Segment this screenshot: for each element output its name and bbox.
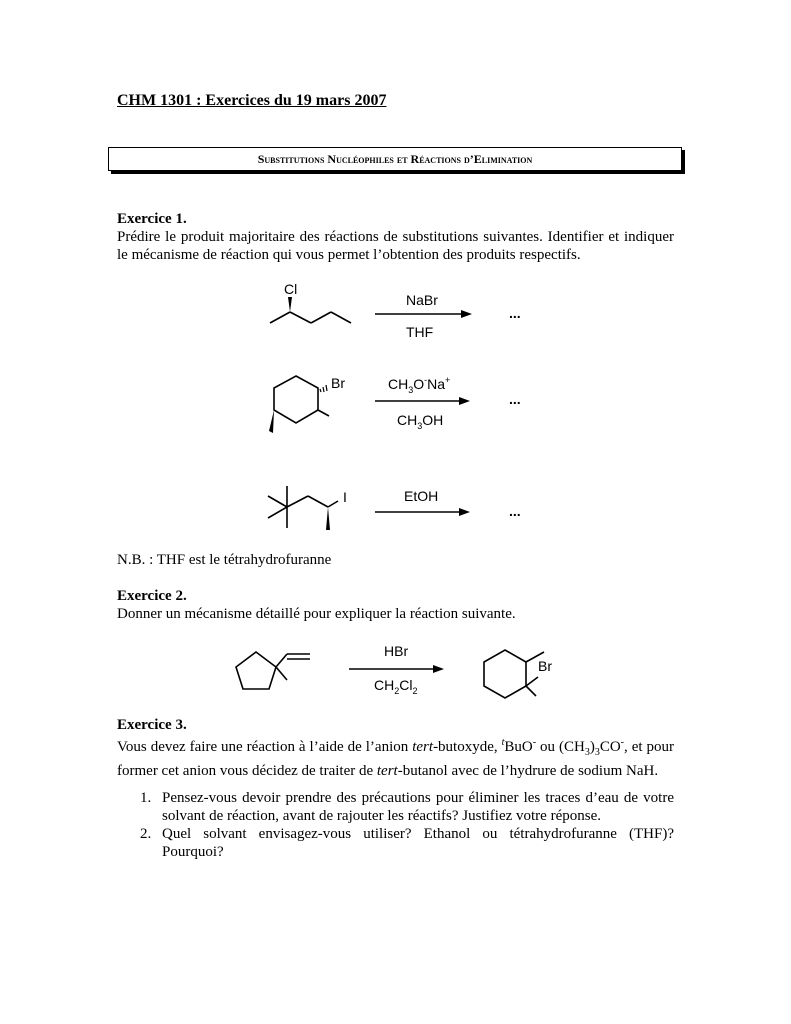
page-title: CHM 1301 : Exercices du 19 mars 2007 [117, 92, 387, 109]
reaction1-reagent-bottom: THF [406, 324, 434, 340]
reaction1-molecule [270, 312, 351, 323]
exercise2-heading: Exercice 2. [117, 588, 187, 604]
exercise1-heading: Exercice 1. [117, 211, 187, 227]
exercise3-intro: Vous devez faire une réaction à l’aide de l’anion tert-butoxyde, $^t$BuO- ou $(CH_3)_3CO^-$, et pour former cet anion vous décidez de traiter de tert-butanol avec de l’hydrure de sodium NaH. [117, 737, 674, 779]
reaction3-arrow [375, 508, 470, 516]
reaction4 [225, 632, 565, 704]
reaction4-cyclopentane [236, 652, 310, 689]
exercise1-note: N.B. : THF est le tétrahydrofuranne [117, 552, 332, 568]
reaction2 [260, 368, 550, 443]
reaction2-methyl-bond [318, 410, 329, 416]
list-item-text: Pensez-vous devoir prendre des précautions pour éliminer les traces d’eau de votre solvant de réaction, avant de rajouter les réactifs? Justifiez votre réponse. [162, 790, 674, 824]
exercise3-questions [117, 789, 674, 861]
list-item-number: 1. [140, 790, 152, 806]
exercise1-text: Prédire le produit majoritaire des réactions de substitutions suivantes. Identifier et indiquer le mécanisme de réaction qui vous permet l’obtention des produits respectifs. [117, 229, 674, 263]
reaction1-atom-label: Cl [284, 281, 298, 297]
section-box [108, 147, 686, 175]
list-item [117, 825, 674, 861]
reaction2-atom-label: Br [331, 375, 345, 391]
reaction2-reagent-top: $CH_3O^-Na^+$ [388, 375, 451, 395]
reaction2-reagent-bottom: $CH_3OH$ [397, 412, 444, 431]
reaction3-product: ... [509, 503, 521, 519]
section-box-title: Substitutions Nucléophiles et Réactions d’Elimination [108, 147, 682, 171]
reaction4-product-label: Br [538, 658, 552, 674]
reaction2-arrow [375, 397, 470, 405]
reaction3 [260, 478, 550, 538]
exercise3-heading: Exercice 3. [117, 717, 187, 733]
reaction4-reagent-bottom: $CH_2Cl_2$ [374, 677, 418, 696]
reaction1 [260, 280, 550, 360]
reaction3-reagent-top: EtOH [404, 488, 439, 504]
reaction3-wedge-bond [326, 507, 330, 530]
reaction4-arrow [349, 665, 444, 673]
list-item-text: Quel solvant envisagez-vous utiliser? Ethanol ou tétrahydrofuranne (THF)? Pourquoi? [162, 826, 674, 860]
reaction4-product-ring [484, 650, 544, 698]
reaction1-wedge-bond [288, 297, 292, 312]
reaction1-reagent-top: NaBr [406, 292, 438, 308]
reaction2-product: ... [509, 391, 521, 407]
reaction4-reagent-top: HBr [384, 643, 409, 659]
reaction2-wedge-methyl [269, 410, 274, 433]
list-item [117, 789, 674, 825]
reaction1-arrow [375, 310, 472, 318]
reaction1-product: ... [509, 305, 521, 321]
list-item-number: 2. [140, 826, 152, 842]
exercise2-text: Donner un mécanisme détaillé pour expliquer la réaction suivante. [117, 606, 516, 622]
reaction2-cyclohexane-ring [274, 376, 318, 423]
reaction2-hashed-bond [320, 385, 327, 392]
reaction3-atom-label: I [343, 489, 347, 505]
